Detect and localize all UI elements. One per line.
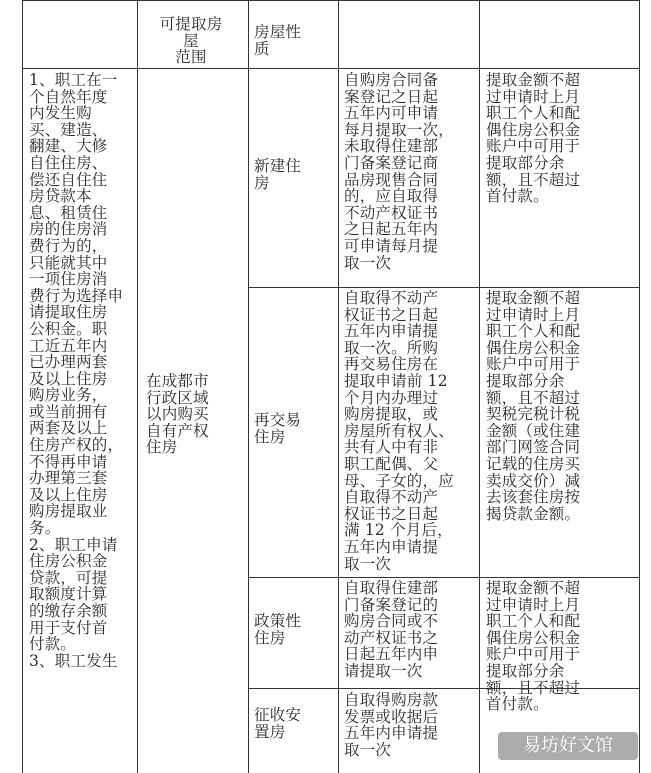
table-top-rule <box>22 0 639 1</box>
row-rule-2 <box>248 577 639 578</box>
housing-type-resale: 再交易 住房 <box>254 412 302 446</box>
conditions-cell: 1、职工在一 个自然年度 内发生购 买、建造、 翻建、大修 自住住房、 偿还自住住 房贷款本 息、租赁住 房的住房消 费行为的， 只能就其中 一项住房消 费行为选择申 请提取住房 公积金。职 工近五年内 已办理两套 及以上住房 购房业务， 或当前拥有 两套及以上 住房产权的， 不得再申请 办理第三套 及以上住房 购房提取业 务。 2、职工申请 住房公积金 贷款，可提 取额度计算 的缴存余额 用于支付首 付款。 3、职工发生 <box>29 72 124 670</box>
col-rule-1 <box>137 0 138 773</box>
housing-type-resettlement: 征收安 置房 <box>254 707 302 741</box>
timing-resettlement: 自取得购房款 发票或收据后 五年内申请提 取一次 <box>344 692 439 759</box>
row-rule-1 <box>248 287 639 288</box>
header-range-cell: 可提取房 屋 范围 <box>159 16 223 66</box>
timing-resale: 自取得不动产 权证书之日起 五年内申请提 取一次。所购 再交易住房在 提取申请前 12 个月内办理过 购房提取，或 房屋所有权人、 共有人中有非 职工配偶、父 母、子女的，应 自取得不动产 权证书之日起 满 12 个月后， 五年内申请提 取一次 <box>344 290 454 573</box>
header-housing-type-cell: 房屋性 质 <box>254 24 302 58</box>
site-watermark: 易坊好文馆 <box>498 732 638 760</box>
housing-type-new: 新建住 房 <box>254 158 302 192</box>
amount-new: 提取金额不超 过申请时上月 职工个人和配 偶住房公积金 账户中可用于 提取部分余 额，且不超过 首付款。 <box>486 72 581 205</box>
col-rule-4 <box>479 0 480 773</box>
table-right-rule <box>639 0 640 773</box>
amount-resale: 提取金额不超 过申请时上月 职工个人和配 偶住房公积金 账户中可用于 提取部分余 额，且不超过 契税完税计税 金额（或住建 部门网签合同 记载的住房买 卖成交价）减 去该套住房按 揭贷款金额。 <box>486 290 581 523</box>
amount-policy: 提取金额不超 过申请时上月 职工个人和配 偶住房公积金 账户中可用于 提取部分余 额，且不超过 首付款。 <box>486 580 581 713</box>
col-rule-2 <box>248 0 249 773</box>
housing-type-policy: 政策性 住房 <box>254 613 302 647</box>
scope-cell: 在成都市 行政区域 以内购买 自有产权 住房 <box>146 373 209 456</box>
table-left-rule <box>22 0 23 773</box>
col-rule-3 <box>338 0 339 773</box>
header-bottom-rule <box>22 68 639 69</box>
timing-new: 自购房合同备 案登记之日起 五年内可申请 每月提取一次， 未取得住建部 门备案登记商 品房现售合同 的，应自取得 不动产权证书 之日起五年内 可申请每月提 取一次 <box>344 72 454 272</box>
timing-policy: 自取得住建部 门备案登记的 购房合同或不 动产权证书之 日起五年内申 请提取一次 <box>344 580 439 680</box>
